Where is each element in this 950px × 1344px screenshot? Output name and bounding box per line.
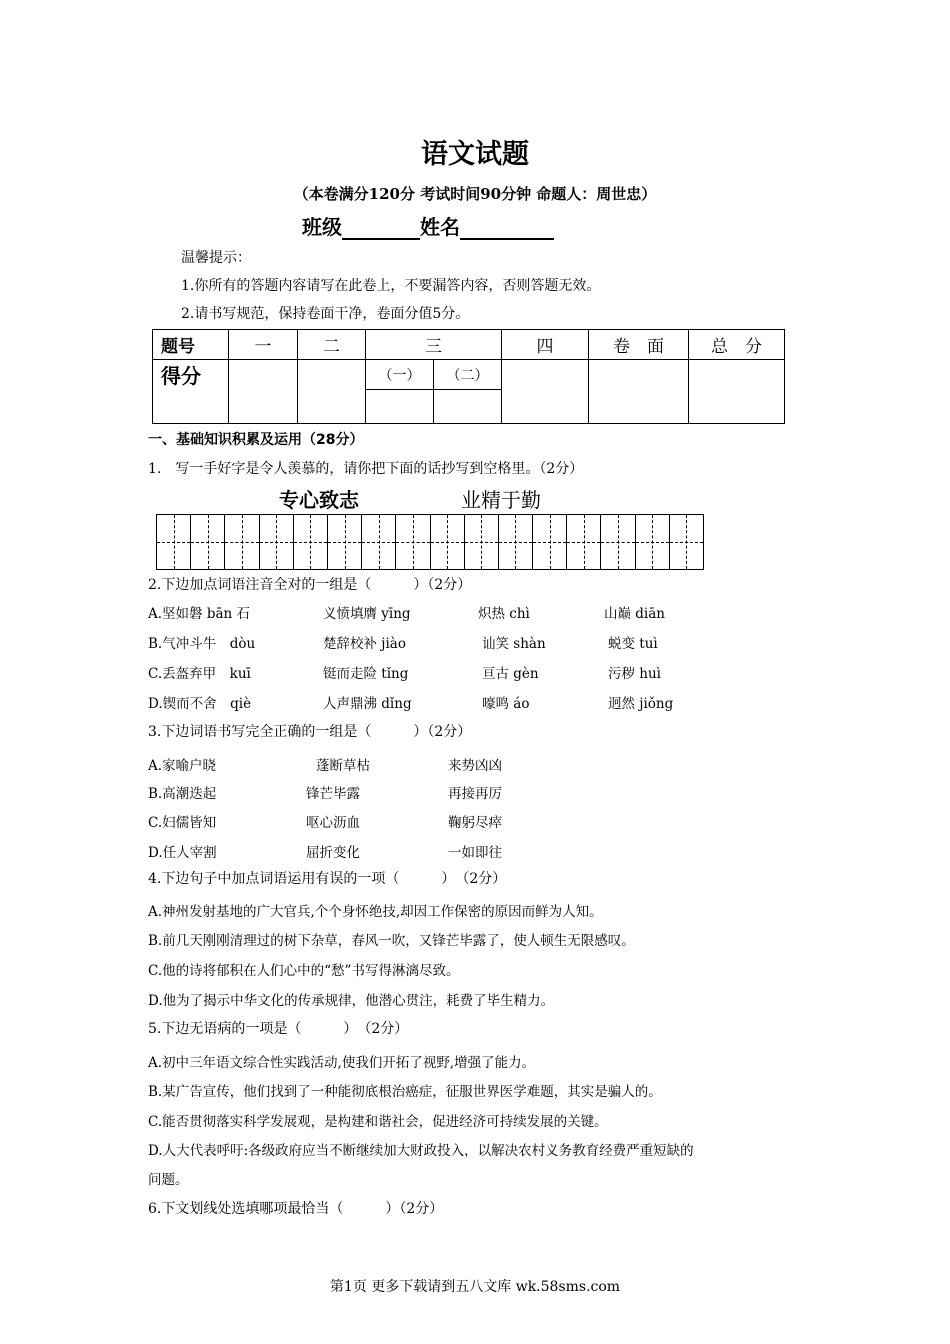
q3-b-2: 锋芒毕露 — [306, 786, 360, 802]
tip-2: 2.请书写规范，保持卷面干净，卷面分值5分。 — [181, 306, 470, 322]
grid-cell[interactable] — [225, 515, 259, 569]
grid-cell[interactable] — [465, 515, 499, 569]
q3-b-3: 再接再厉 — [448, 786, 502, 802]
q2-d-word-3: 迥然 jiǒng — [608, 696, 674, 712]
score-cell-3-1[interactable] — [366, 390, 434, 424]
header-total: 总 分 — [689, 330, 785, 360]
q1-phrase-1: 专心致志 — [279, 488, 359, 512]
q1-phrase-2: 业精于勤 — [461, 488, 541, 512]
writing-grid[interactable] — [156, 514, 704, 570]
q3-a-3: 来势凶凶 — [448, 758, 502, 774]
score-cell-total[interactable] — [689, 360, 785, 424]
q3-c-2: 呕心沥血 — [306, 815, 360, 831]
q1-text: 1. 写一手好字是令人羡慕的，请你把下面的话抄写到空格里。（2分） — [148, 461, 584, 477]
header-part-2: 二 — [298, 330, 366, 360]
header-part-4: 四 — [502, 330, 589, 360]
q4-option-c: C.他的诗将郁积在人们心中的“愁”书写得淋漓尽致。 — [148, 963, 460, 979]
grid-cell[interactable] — [670, 515, 703, 569]
q2-text: 2.下边加点词语注音全对的一组是（ ）（2分） — [148, 577, 472, 593]
grid-cell[interactable] — [533, 515, 567, 569]
class-label: 班级 — [302, 215, 342, 239]
q4-text: 4.下边句子中加点词语运用有误的一项（ ） （2分） — [148, 871, 507, 887]
grid-cell[interactable] — [260, 515, 294, 569]
score-cell-juanmian[interactable] — [589, 360, 689, 424]
header-question-no: 题号 — [153, 330, 229, 360]
grid-cell[interactable] — [191, 515, 225, 569]
grid-cell[interactable] — [157, 515, 191, 569]
q3-c-3: 鞠躬尽瘁 — [448, 815, 502, 831]
q3-c-1: C.妇儒皆知 — [148, 815, 217, 831]
name-label: 姓名 — [420, 215, 460, 239]
q2-a-word-2: 炽热 chì — [478, 606, 530, 622]
class-name-line — [302, 211, 554, 240]
grid-cell[interactable] — [431, 515, 465, 569]
grid-cell[interactable] — [567, 515, 601, 569]
score-cell-3-2[interactable] — [434, 390, 502, 424]
score-cell-4[interactable] — [502, 360, 589, 424]
q2-c-option: C.丢盔弃甲 kuī — [148, 666, 251, 682]
score-cell-2[interactable] — [298, 360, 366, 424]
q2-a-word-3: 山巅 diān — [604, 606, 665, 622]
grid-cell[interactable] — [294, 515, 328, 569]
subheader-3-2: （二） — [434, 360, 502, 390]
q3-d-3: 一如即往 — [448, 845, 502, 861]
q2-a-word-1: 义愤填膺 yīng — [323, 606, 411, 622]
grid-cell[interactable] — [396, 515, 430, 569]
q5-option-c: C.能否贯彻落实科学发展观，是构建和谐社会，促进经济可持续发展的关键。 — [148, 1114, 608, 1130]
grid-cell[interactable] — [499, 515, 533, 569]
tips-heading: 温馨提示： — [181, 250, 251, 266]
tip-1: 1.你所有的答题内容请写在此卷上，不要漏答内容，否则答题无效。 — [181, 278, 601, 294]
q2-b-word-3: 蜕变 tuì — [608, 636, 658, 652]
q2-a-option: A.坚如磐 bān 石 — [148, 606, 251, 622]
q3-a-2: 蓬断草枯 — [316, 758, 370, 774]
q3-a-1: A.家喻户晓 — [148, 758, 217, 774]
q2-d-word-1: 人声鼎沸 dǐng — [323, 696, 412, 712]
header-part-3: 三 — [366, 330, 502, 360]
exam-subtitle: （本卷满分120分 考试时间90分钟 命题人：周世忠） — [293, 185, 657, 203]
row-score-label: 得分 — [153, 360, 229, 424]
score-table — [152, 329, 785, 424]
q2-d-option: D.锲而不舍 qiè — [148, 696, 252, 712]
q3-b-1: B.高潮迭起 — [148, 786, 217, 802]
q3-text: 3.下边词语书写完全正确的一组是（ ）（2分） — [148, 724, 472, 740]
q2-d-word-2: 嚎鸣 áo — [482, 696, 530, 712]
q3-d-1: D.任人宰割 — [148, 845, 217, 861]
q5-option-d-line-1: D.人大代表呼吁:各级政府应当不断继续加大财政投入，以解决农村义务教育经费严重短缺的 — [148, 1143, 694, 1159]
grid-cell[interactable] — [362, 515, 396, 569]
header-part-1: 一 — [229, 330, 298, 360]
header-juanmian: 卷 面 — [589, 330, 689, 360]
q5-option-b: B.某广告宣传，他们找到了一种能彻底根治癌症，征服世界医学难题，其实是骗人的。 — [148, 1084, 662, 1100]
q2-c-word-1: 铤而走险 tǐng — [323, 666, 409, 682]
page-title: 语文试题 — [421, 139, 529, 170]
q2-c-word-2: 亘古 gèn — [482, 666, 539, 682]
q2-b-word-1: 楚辞校补 jiào — [323, 636, 406, 652]
grid-cell[interactable] — [636, 515, 670, 569]
name-blank[interactable] — [460, 218, 554, 240]
q5-option-a: A.初中三年语文综合性实践活动,使我们开拓了视野,增强了能力。 — [148, 1055, 536, 1071]
section-1-heading: 一、基础知识积累及运用（28分） — [148, 432, 364, 448]
q2-c-word-3: 污秽 huì — [608, 666, 661, 682]
q4-option-d: D.他为了揭示中华文化的传承规律，他潜心贯注，耗费了毕生精力。 — [148, 993, 555, 1009]
q6-text: 6.下文划线处选填哪项最恰当（ ）（2分） — [148, 1201, 444, 1217]
q2-b-word-2: 讪笑 shàn — [482, 636, 546, 652]
score-cell-1[interactable] — [229, 360, 298, 424]
q4-option-b: B.前几天刚刚清理过的树下杂草，春风一吹，又锋芒毕露了，使人顿生无限感叹。 — [148, 933, 635, 949]
class-blank[interactable] — [342, 218, 420, 240]
subheader-3-1: （一） — [366, 360, 434, 390]
q3-d-2: 屈折变化 — [306, 845, 360, 861]
q5-text: 5.下边无语病的一项是（ ） （2分） — [148, 1021, 409, 1037]
q2-b-option: B.气冲斗牛 dòu — [148, 636, 256, 652]
q5-option-d-line-2: 问题。 — [148, 1172, 189, 1188]
q4-option-a: A.神州发射基地的广大官兵,个个身怀绝技,却因工作保密的原因而鲜为人知。 — [148, 904, 603, 920]
page-footer: 第1页 更多下载请到五八文库 wk.58sms.com — [329, 1279, 621, 1295]
grid-cell[interactable] — [601, 515, 635, 569]
grid-cell[interactable] — [328, 515, 362, 569]
